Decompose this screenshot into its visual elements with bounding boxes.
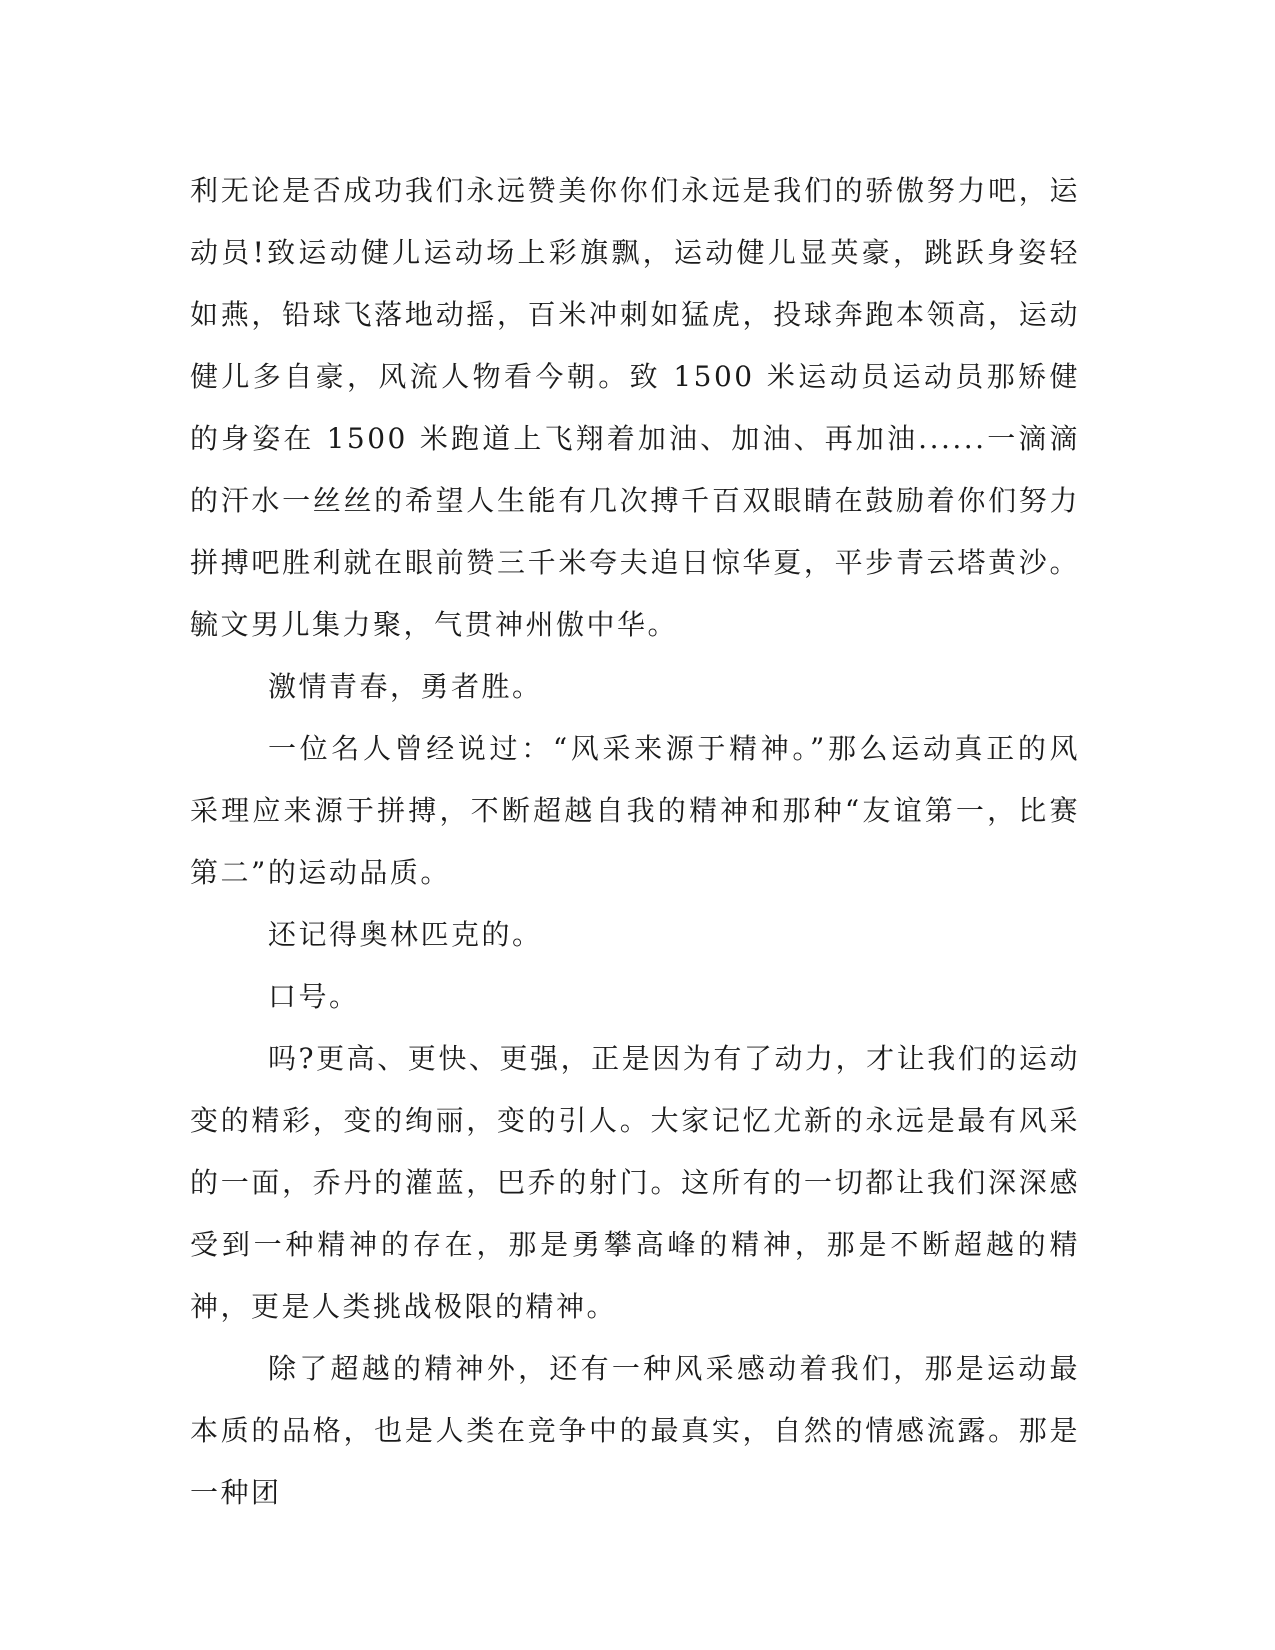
paragraph-6: 吗?更高、更快、更强，正是因为有了动力，才让我们的运动变的精彩，变的绚丽，变的引人。大家记忆尤新的永远是最有风采的一面，乔丹的灌蓝，巴乔的射门。这所有的一切都让我们深深感受到一种精神的存在，那是勇攀高峰的精神，那是不断超越的精神，更是人类挑战极限的精神。	[190, 1042, 1080, 1323]
document-body	[190, 160, 1080, 1524]
paragraph-3: 一位名人曾经说过：“风采来源于精神。”那么运动真正的风采理应来源于拼搏，不断超越自我的精神和那种“友谊第一，比赛第二”的运动品质。	[190, 732, 1080, 889]
paragraph-5: 口号。	[268, 980, 360, 1013]
paragraph-2: 激情青春，勇者胜。	[268, 670, 543, 703]
paragraph-1: 利无论是否成功我们永远赞美你你们永远是我们的骄傲努力吧，运动员!致运动健儿运动场上彩旗飘，运动健儿显英豪，跳跃身姿轻如燕，铅球飞落地动摇，百米冲刺如猛虎，投球奔跑本领高，运动健儿多自豪，风流人物看今朝。致 1500 米运动员运动员那矫健的身姿在 1500 米跑道上飞翔着加油、加油、再加油......一滴滴的汗水一丝丝的希望人生能有几次搏千百双眼睛在鼓励着你们努力拼搏吧胜利就在眼前赞三千米夸夫追日惊华夏，平步青云塔黄沙。毓文男儿集力聚，气贯神州傲中华。	[190, 174, 1080, 641]
paragraph-7: 除了超越的精神外，还有一种风采感动着我们，那是运动最本质的品格，也是人类在竞争中的最真实，自然的情感流露。那是一种团	[190, 1352, 1080, 1509]
paragraph-4: 还记得奥林匹克的。	[268, 918, 543, 951]
